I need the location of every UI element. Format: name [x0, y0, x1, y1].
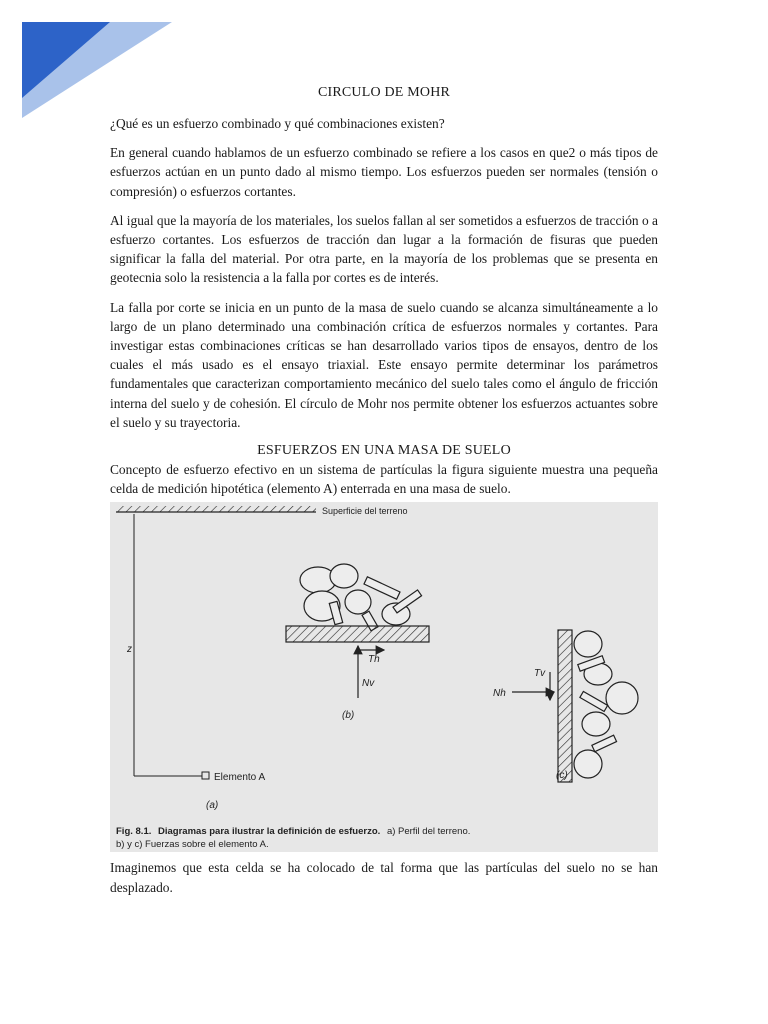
th-label: Th	[368, 654, 380, 666]
document-page	[110, 84, 658, 907]
element-a-label: Elemento A	[214, 772, 266, 784]
panel-a-label: (a)	[206, 800, 219, 812]
surface-label: Superficie del terreno	[322, 506, 408, 517]
caption-number: Fig. 8.1.	[116, 826, 152, 838]
ground-surface	[116, 506, 316, 512]
tv-label: Tv	[534, 668, 546, 680]
closing-paragraph: Imaginemos que esta celda se ha colocado de tal forma que las partículas del suelo no se han desplazado.	[110, 860, 658, 895]
caption-bc: b) y c) Fuerzas sobre el elemento A.	[116, 839, 269, 851]
nh-label: Nh	[493, 688, 506, 700]
panel-b-drawing	[286, 564, 429, 698]
body-paragraph: En general cuando hablamos de un esfuerzo combinado se refiere a los casos en que2 o más tipos de esfuerzos actúan en un punto dado al mismo tiempo. Los esfuerzos pueden ser normales (tensión o compresión) o esfuerzos cortantes.	[110, 145, 658, 199]
svg-text:Fig. 8.1. Diagramas	[116, 826, 470, 837]
body-paragraph: La falla por corte se inicia en un punto de la masa de suelo cuando se alcanza simultáneamente a lo largo de un plano determinado una combinación crítica de esfuerzos normales y cortantes. Para investigar estas combinaciones críticas se han desarrollado varios tipos de ensayos, dentro de los cuales el más usado es el ensayo triaxial. Este ensayo permite determinar los parámetros fundamentales que caracterizan comportamiento mecánico del suelo tales como el ángulo de fricción interna del suelo y de cohesión. El círculo de Mohr nos permite obtener los esfuerzos actuantes sobre el suelo y su trayectoria.	[110, 299, 658, 430]
figure-caption	[116, 826, 470, 850]
document-title: CIRCULO DE MOHR	[317, 85, 451, 100]
section-title: ESFUERZOS EN UNA MASA DE SUELO	[257, 443, 511, 459]
body-paragraph: Al igual que la mayoría de los materiales, los suelos fallan al ser sometidos a esfuerzos de tracción o a esfuerzo cortantes. Los esfuerzos de tracción dan lugar a la formación de fisuras que pueden significar la falla del material. Por otra parte, en la mayoría de los problemas que se presenta en geotecnia solo la resistencia a la falla por cortes es de interés.	[110, 212, 658, 286]
element-a-marker	[202, 772, 209, 779]
depth-dimension	[134, 514, 202, 776]
section-intro-paragraph: Concepto de esfuerzo efectivo en un sistema de partículas la figura siguiente muestra una pequeña celda de medición hipotética (elemento A) enterrada en una masa de suelo.	[110, 462, 658, 497]
caption-text: Diagramas para ilustrar la definición de esfuerzo.	[158, 826, 381, 838]
panel-c-drawing	[512, 630, 638, 782]
panel-c-label: (c)	[556, 770, 568, 782]
soil-stress-figure	[110, 502, 658, 852]
panel-b-label: (b)	[342, 710, 355, 722]
question-paragraph: ¿Qué es un esfuerzo combinado y qué combinaciones existen?	[110, 116, 445, 131]
depth-label: z	[127, 644, 132, 656]
nv-label: Nv	[362, 678, 375, 690]
caption-a: a) Perfil del terreno.	[386, 826, 471, 838]
